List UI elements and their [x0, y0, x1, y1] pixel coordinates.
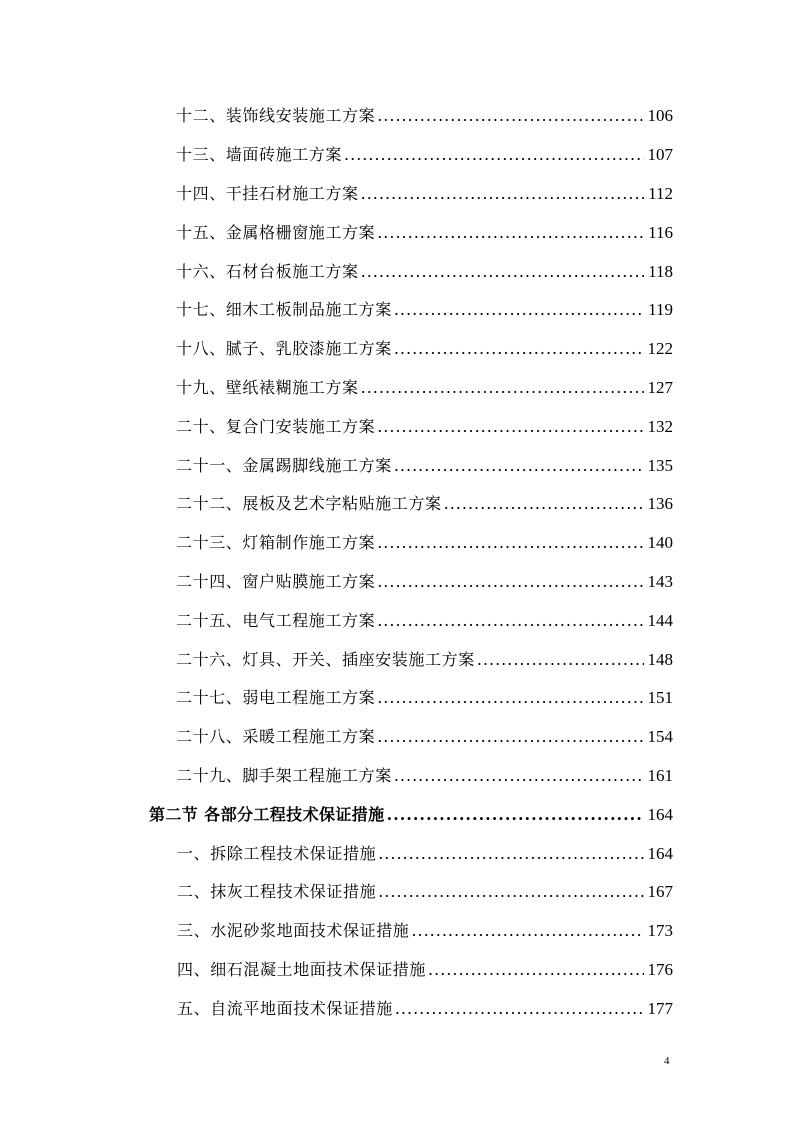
- toc-entry-page: 107: [647, 145, 673, 165]
- toc-entry[interactable]: [0, 601, 793, 640]
- toc-entry-label: 二十二、展板及艺术字粘贴施工方案: [176, 494, 442, 514]
- toc-dot-leader: [377, 611, 643, 631]
- toc-entry-page: 135: [647, 455, 673, 475]
- toc-entry[interactable]: [0, 563, 793, 602]
- toc-entry[interactable]: [0, 524, 793, 563]
- toc-dot-leader: [394, 766, 644, 786]
- toc-dot-leader: [395, 999, 644, 1019]
- toc-entry[interactable]: [0, 291, 793, 330]
- toc-entry-label: 二十一、金属踢脚线施工方案: [176, 455, 392, 475]
- toc-entry[interactable]: [0, 757, 793, 796]
- toc-dot-leader: [377, 417, 643, 437]
- toc-entry-page: 177: [647, 998, 673, 1018]
- toc-entry[interactable]: [0, 912, 793, 951]
- toc-entry-label: 二、抹灰工程技术保证措施: [177, 882, 377, 902]
- toc-entry-page: 116: [648, 222, 673, 242]
- toc-dot-leader: [377, 572, 643, 592]
- toc-entry-page: 106: [647, 106, 673, 126]
- toc-entry[interactable]: [0, 446, 793, 485]
- toc-dot-leader: [377, 223, 644, 243]
- toc-entry[interactable]: [0, 407, 793, 446]
- toc-entry[interactable]: [0, 640, 793, 679]
- toc-entry-label: 五、自流平地面技术保证措施: [177, 998, 393, 1018]
- toc-entry-label: 十九、壁纸裱糊施工方案: [176, 377, 359, 397]
- toc-entry[interactable]: [0, 951, 793, 990]
- toc-entry-page: 148: [647, 649, 673, 669]
- toc-entry-page: 122: [647, 339, 673, 359]
- toc-entry[interactable]: [0, 97, 793, 136]
- toc-entry-page: 144: [647, 610, 673, 630]
- toc-entry[interactable]: [0, 718, 793, 757]
- toc-entry[interactable]: [0, 679, 793, 718]
- toc-dot-leader: [378, 844, 643, 864]
- toc-dot-leader: [394, 456, 644, 476]
- toc-entry-label: 二十、复合门安装施工方案: [176, 416, 376, 436]
- toc-entry-page: 173: [647, 921, 673, 941]
- toc-entry-label: 二十七、弱电工程施工方案: [176, 688, 376, 708]
- toc-entry-page: 127: [647, 377, 673, 397]
- toc-section-heading[interactable]: [0, 795, 793, 834]
- toc-dot-leader: [444, 494, 644, 514]
- toc-entry-page: 140: [647, 533, 673, 553]
- toc-dot-leader: [344, 145, 643, 165]
- toc-entry-label: 二十四、窗户贴膜施工方案: [176, 571, 376, 591]
- toc-entry[interactable]: [0, 252, 793, 291]
- toc-dot-leader: [394, 339, 644, 359]
- toc-entry-label: 一、拆除工程技术保证措施: [177, 843, 377, 863]
- toc-dot-leader: [394, 300, 644, 320]
- toc-entry-page: 164: [647, 804, 673, 824]
- toc-entry-label: 二十九、脚手架工程施工方案: [176, 765, 392, 785]
- table-of-contents: [0, 97, 793, 1028]
- toc-dot-leader: [477, 650, 644, 670]
- toc-entry-page: 118: [648, 261, 673, 281]
- toc-dot-leader: [387, 805, 644, 825]
- toc-entry[interactable]: [0, 369, 793, 408]
- toc-dot-leader: [378, 882, 643, 902]
- toc-entry-label: 二十五、电气工程施工方案: [176, 610, 376, 630]
- toc-entry-label: 四、细石混凝土地面技术保证措施: [177, 959, 427, 979]
- toc-entry-page: 151: [647, 688, 673, 708]
- toc-entry-label: 十二、装饰线安装施工方案: [176, 106, 376, 126]
- toc-dot-leader: [428, 960, 643, 980]
- toc-entry-label: 十八、腻子、乳胶漆施工方案: [176, 339, 392, 359]
- toc-entry-label: 十三、墙面砖施工方案: [176, 145, 343, 165]
- toc-dot-leader: [377, 727, 643, 747]
- toc-entry[interactable]: [0, 834, 793, 873]
- toc-entry-label: 十五、金属格栅窗施工方案: [176, 222, 376, 242]
- toc-dot-leader: [361, 184, 645, 204]
- toc-entry-page: 176: [647, 959, 673, 979]
- toc-entry-page: 164: [647, 843, 673, 863]
- toc-dot-leader: [411, 921, 643, 941]
- toc-entry-label: 十四、干挂石材施工方案: [176, 183, 359, 203]
- toc-entry[interactable]: [0, 175, 793, 214]
- toc-entry[interactable]: [0, 989, 793, 1028]
- toc-entry[interactable]: [0, 873, 793, 912]
- toc-dot-leader: [377, 688, 643, 708]
- toc-entry-label: 十七、细木工板制品施工方案: [176, 300, 392, 320]
- toc-entry[interactable]: [0, 330, 793, 369]
- toc-entry[interactable]: [0, 213, 793, 252]
- toc-entry-page: 112: [648, 183, 673, 203]
- toc-entry-label: 二十六、灯具、开关、插座安装施工方案: [176, 649, 475, 669]
- toc-dot-leader: [377, 106, 643, 126]
- toc-dot-leader: [361, 262, 645, 282]
- toc-entry-label: 三、水泥砂浆地面技术保证措施: [177, 921, 410, 941]
- page-number: 4: [664, 1055, 670, 1067]
- toc-entry-page: 161: [647, 765, 673, 785]
- toc-entry-page: 132: [647, 416, 673, 436]
- toc-entry-page: 143: [647, 571, 673, 591]
- toc-entry-label: 二十三、灯箱制作施工方案: [176, 533, 376, 553]
- toc-entry[interactable]: [0, 485, 793, 524]
- toc-entry-page: 136: [647, 494, 673, 514]
- toc-dot-leader: [361, 378, 644, 398]
- toc-entry-page: 154: [647, 727, 673, 747]
- toc-entry[interactable]: [0, 136, 793, 175]
- toc-entry-label: 十六、石材台板施工方案: [176, 261, 359, 281]
- toc-entry-page: 119: [648, 300, 673, 320]
- toc-section-label: 第二节 各部分工程技术保证措施: [149, 804, 385, 824]
- toc-entry-page: 167: [647, 882, 673, 902]
- toc-entry-label: 二十八、采暖工程施工方案: [176, 727, 376, 747]
- toc-dot-leader: [377, 533, 643, 553]
